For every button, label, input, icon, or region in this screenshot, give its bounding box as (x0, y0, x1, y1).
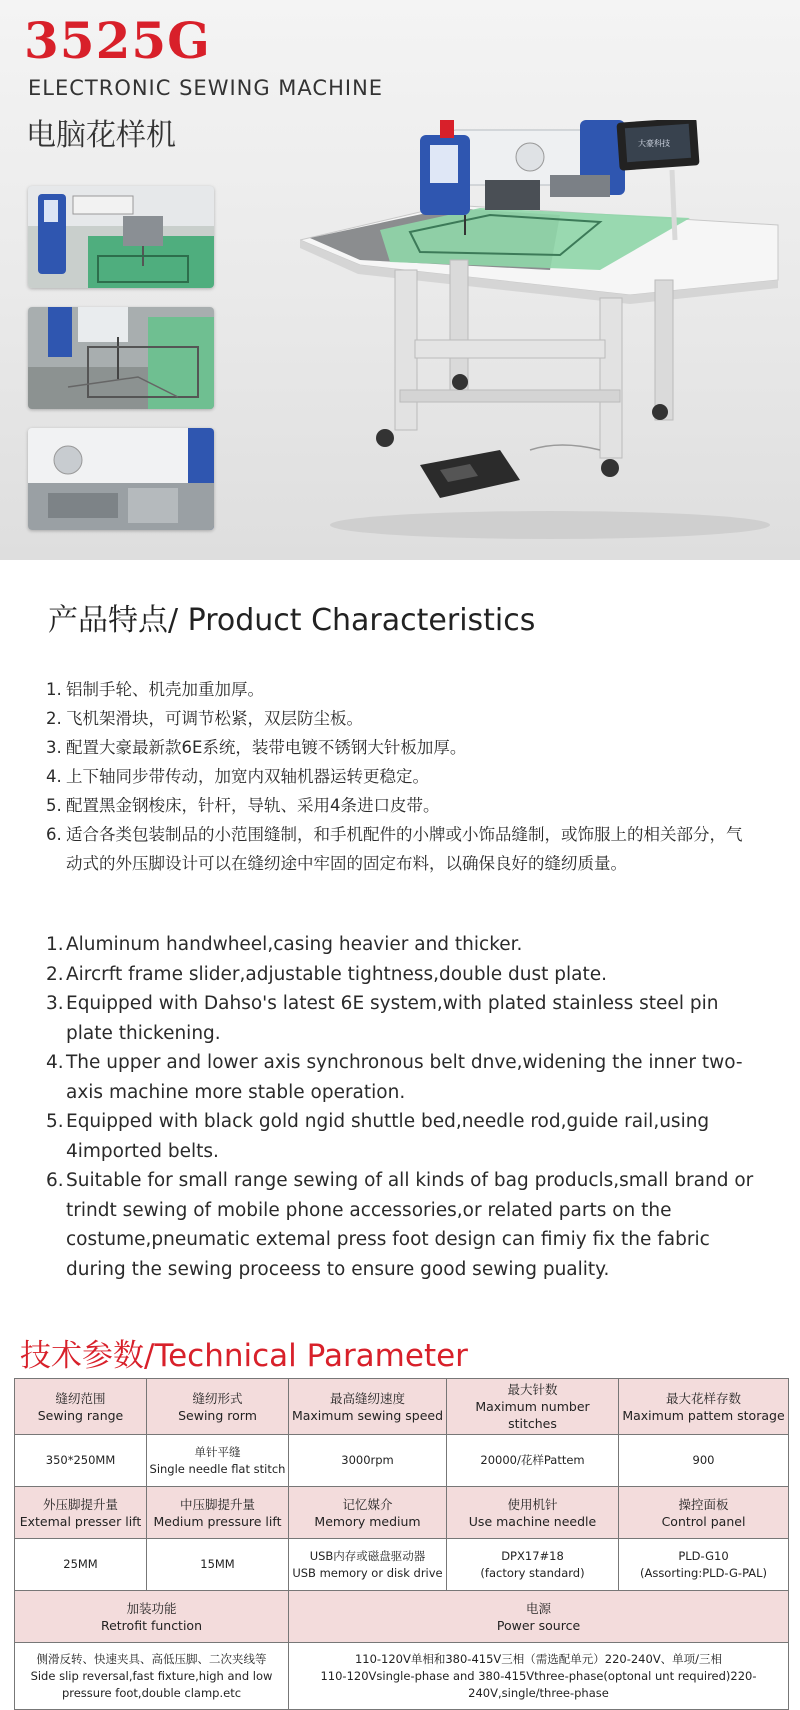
spec-table (14, 1378, 789, 1710)
table-row (15, 1591, 789, 1643)
list-item: 2. Aircrft frame slider,adjustable tightness,double dust plate. (46, 963, 607, 985)
spec-value-cell: 900 (619, 1435, 789, 1487)
spec-header-cell: 最高缝纫速度 Maximum sewing speed (289, 1379, 447, 1435)
sewing-machine-illustration (300, 120, 790, 554)
list-item: 5. 配置黑金钢梭床，针杆，导轨、采用4条进口皮带。 (46, 796, 440, 815)
spec-value-cell: 侧滑反转、快速夹具、高低压脚、二次夹线等 Side slip reversal,fast fixture,high and low pressure foot,double clamp.etc (15, 1643, 289, 1710)
spec-header-cell: 缝纫形式 Sewing rorm (147, 1379, 289, 1435)
list-item: 5. Equipped with black gold ngid shuttle bed,needle rod,guide rail,using 4imported belts. (46, 1111, 710, 1162)
characteristics-list-cn (46, 675, 746, 878)
spec-header-cell: 缝纫范围 Sewing range (15, 1379, 147, 1435)
spec-value-cell: USB内存或磁盘驱动器 USB memory or disk drive (289, 1539, 447, 1591)
spec-header-cell: 加装功能 Retrofit function (15, 1591, 289, 1643)
spec-value-cell: 3000rpm (289, 1435, 447, 1487)
detail-photo-machine-head (28, 428, 214, 530)
table-row (15, 1487, 789, 1539)
list-item: 4. 上下轴同步带传动，加宽内双轴机器运转更稳定。 (46, 767, 429, 786)
list-item: 2. 飞机架滑块，可调节松紧，双层防尘板。 (46, 709, 363, 728)
spec-value-cell: 20000/花样Pattem (447, 1435, 619, 1487)
spec-header-cell: 最大针数 Maximum number stitches (447, 1379, 619, 1435)
model-number: 3525G (24, 11, 211, 70)
spec-header-cell: 电源 Power source (289, 1591, 789, 1643)
list-item: 1. Aluminum handwheel,casing heavier and thicker. (46, 934, 523, 955)
characteristics-list-en (46, 930, 756, 1284)
spec-header-cell: 操控面板 Control panel (619, 1487, 789, 1539)
spec-value-cell: 110-120V单相和380-415V三相（需选配单元）220-240V、单项/三相 110-120Vsingle-phase and 380-415Vthree-phase(optonal unt required)220-240V,single/three-phase (289, 1643, 789, 1710)
spec-header-cell: 外压脚提升量 Extemal presser lift (15, 1487, 147, 1539)
spec-value-cell: 15MM (147, 1539, 289, 1591)
spec-header-cell: 最大花样存数 Maximum pattem storage (619, 1379, 789, 1435)
technical-heading: 技术参数/Technical Parameter (20, 1338, 468, 1374)
spec-value-cell: 350*250MM (15, 1435, 147, 1487)
detail-photo-needle (28, 186, 214, 288)
list-item: 6. 适合各类包装制品的小范围缝制，和手机配件的小牌或小饰品缝制，或饰服上的相关部分，气动式的外压脚设计可以在缝纫途中牢固的固定布料，以确保良好的缝纫质量。 (46, 825, 743, 873)
list-item: 4. The upper and lower axis synchronous belt dnve,widening the inner two-axis machine more stable operation. (46, 1052, 743, 1103)
panel-logo: 大豪科技 (638, 139, 670, 148)
list-item: 3. Equipped with Dahso's latest 6E system,with plated stainless steel pin plate thickening. (46, 993, 719, 1044)
spec-value-cell: PLD-G10 (Assorting:PLD-G-PAL) (619, 1539, 789, 1591)
spec-value-cell: DPX17#18 (factory standard) (447, 1539, 619, 1591)
spec-header-cell: 中压脚提升量 Medium pressure lift (147, 1487, 289, 1539)
list-item: 6. Suitable for small range sewing of all kinds of bag producls,small brand or trindt sewing of mobile phone accessories,or related parts on the costume,pneumatic extemal press foot design can fimiy fix the fabric during the sewing proceess to ensure good sewing puality. (46, 1170, 754, 1280)
characteristics-heading: 产品特点/ Product Characteristics (48, 603, 536, 638)
model-name-en: ELECTRONIC SEWING MACHINE (28, 76, 384, 100)
detail-photo-clamp (28, 307, 214, 409)
table-row (15, 1379, 789, 1435)
spec-value-cell: 单针平缝 Single needle flat stitch (147, 1435, 289, 1487)
spec-header-cell: 使用机针 Use machine needle (447, 1487, 619, 1539)
spec-header-cell: 记忆媒介 Memory medium (289, 1487, 447, 1539)
list-item: 1. 铝制手轮、机壳加重加厚。 (46, 680, 264, 699)
spec-value-cell: 25MM (15, 1539, 147, 1591)
table-row (15, 1643, 789, 1710)
model-name-cn: 电脑花样机 (26, 118, 176, 153)
list-item: 3. 配置大豪最新款6E系统，装带电镀不锈钢大针板加厚。 (46, 738, 467, 757)
table-row (15, 1435, 789, 1487)
table-row (15, 1539, 789, 1591)
product-hero (0, 0, 800, 560)
